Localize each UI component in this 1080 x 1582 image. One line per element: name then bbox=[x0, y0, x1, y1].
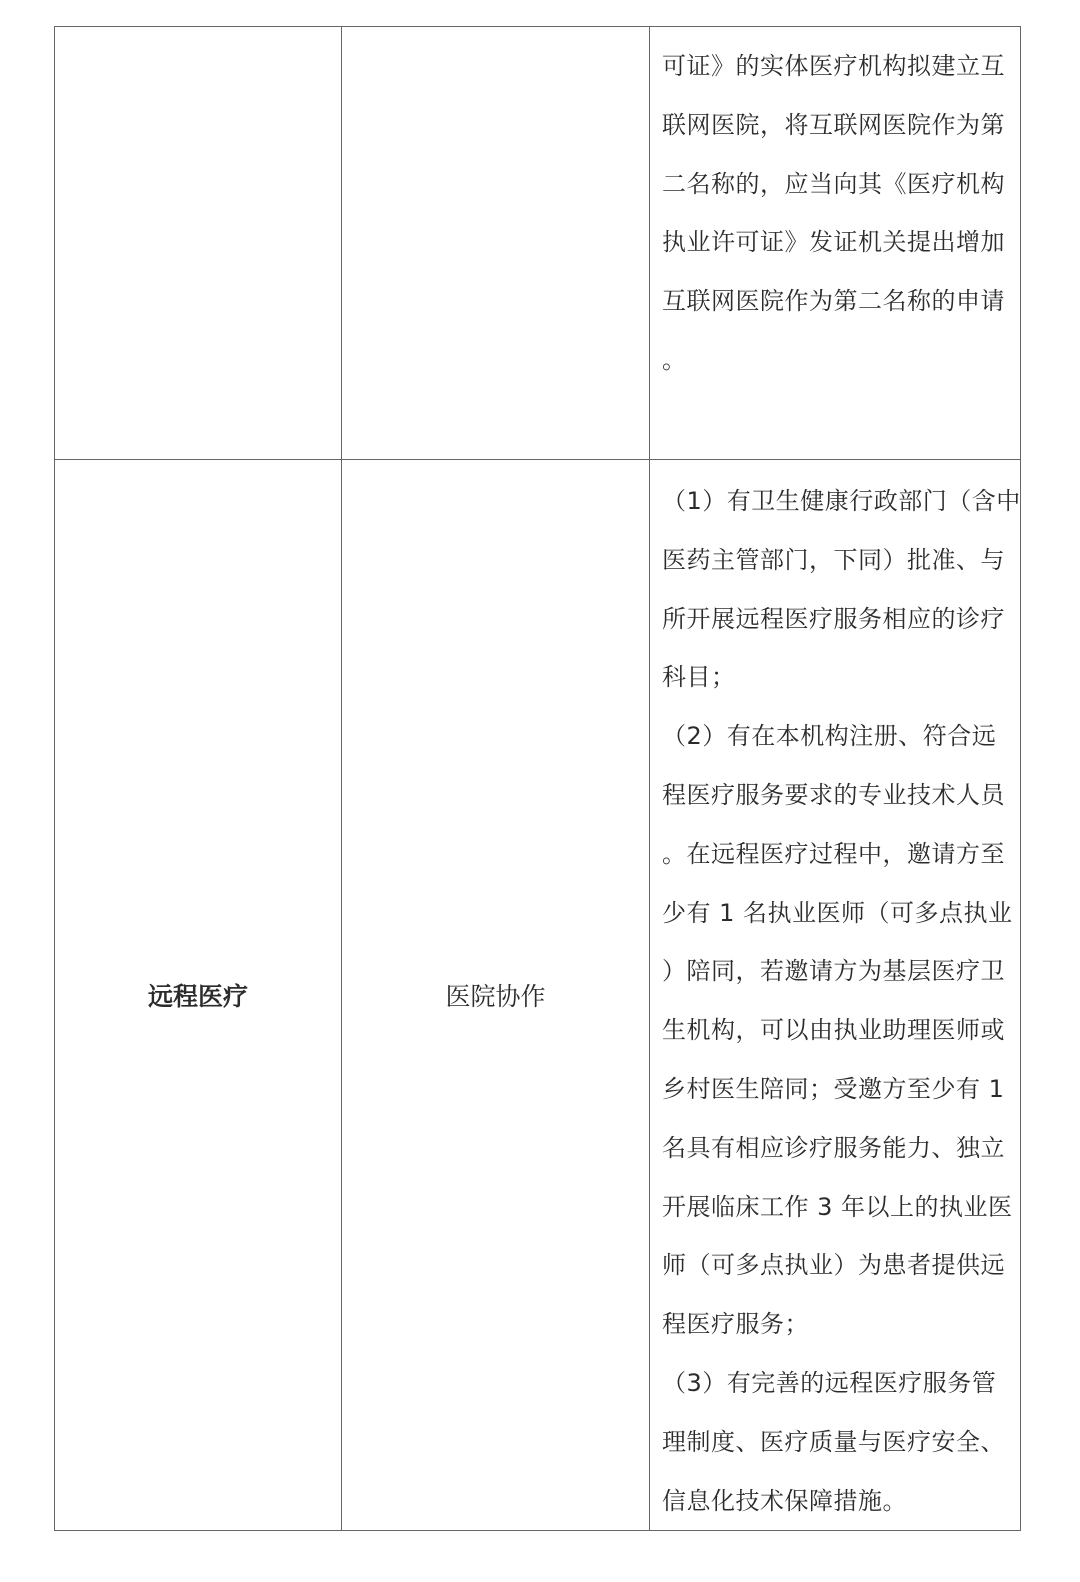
text-line: 乡村医生陪同；受邀方至少有 1 bbox=[662, 1074, 1005, 1103]
table-row bbox=[55, 27, 1021, 460]
text-line: 程医疗服务； bbox=[662, 1310, 809, 1339]
text-line: （1）有卫生健康行政部门（含中 bbox=[662, 487, 1021, 515]
text-line: 开展临床工作 3 年以上的执业医 bbox=[662, 1192, 1013, 1221]
text-line: 互联网医院作为第二名称的申请 bbox=[662, 287, 1005, 316]
text-line: 信息化技术保障措施。 bbox=[662, 1486, 907, 1515]
requirements-text bbox=[650, 27, 1020, 390]
text-line: 。在远程医疗过程中，邀请方至 bbox=[662, 839, 1005, 868]
text-line: 少有 1 名执业医师（可多点执业 bbox=[662, 898, 1013, 927]
subcategory-label: 医院协作 bbox=[445, 982, 546, 1012]
text-line: 生机构，可以由执业助理医师或 bbox=[662, 1016, 1005, 1045]
text-line: （2）有在本机构注册、符合远 bbox=[662, 722, 997, 751]
text-line: （3）有完善的远程医疗服务管 bbox=[662, 1368, 997, 1397]
text-line: ）陪同，若邀请方为基层医疗卫 bbox=[662, 957, 1005, 986]
text-line: 二名称的，应当向其《医疗机构 bbox=[662, 169, 1005, 198]
text-line: 所开展远程医疗服务相应的诊疗 bbox=[662, 604, 1005, 633]
requirements-table bbox=[54, 26, 1021, 1531]
text-line: 师（可多点执业）为患者提供远 bbox=[662, 1251, 1005, 1280]
text-line: 理制度、医疗质量与医疗安全、 bbox=[662, 1427, 1005, 1456]
requirements-cell bbox=[650, 27, 1021, 460]
text-line: 科目； bbox=[662, 663, 736, 692]
requirements-cell bbox=[650, 460, 1021, 1531]
subcategory-cell-empty bbox=[342, 27, 650, 460]
text-line: 可证》的实体医疗机构拟建立互 bbox=[662, 52, 1005, 80]
subcategory-cell bbox=[342, 460, 650, 1531]
text-line: 医药主管部门，下同）批准、与 bbox=[662, 545, 1005, 574]
requirements-text bbox=[650, 460, 1020, 1530]
category-cell-empty bbox=[55, 27, 342, 460]
text-line: 程医疗服务要求的专业技术人员 bbox=[662, 780, 1005, 809]
category-label: 远程医疗 bbox=[147, 982, 248, 1012]
text-line: 执业许可证》发证机关提出增加 bbox=[662, 228, 1005, 257]
category-cell bbox=[55, 460, 342, 1531]
text-line: 名具有相应诊疗服务能力、独立 bbox=[662, 1133, 1005, 1162]
text-line: 联网医院，将互联网医院作为第 bbox=[662, 110, 1005, 139]
table-row bbox=[55, 460, 1021, 1531]
text-line: 。 bbox=[662, 345, 687, 374]
